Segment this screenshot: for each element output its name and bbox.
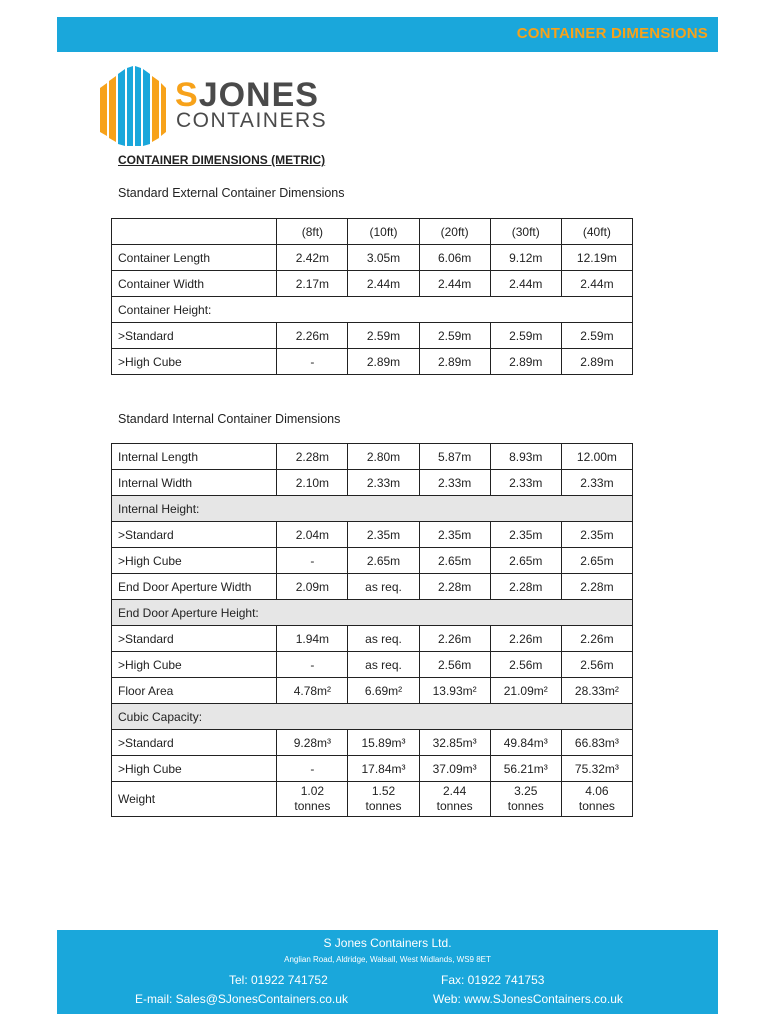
column-header: (40ft) bbox=[561, 219, 632, 245]
column-header: (20ft) bbox=[419, 219, 490, 245]
value-cell: 13.93m² bbox=[419, 678, 490, 704]
value-cell: 2.65m bbox=[561, 548, 632, 574]
row-label: End Door Aperture Width bbox=[112, 574, 277, 600]
table-row bbox=[112, 756, 633, 782]
table-row bbox=[112, 652, 633, 678]
row-label: >Standard bbox=[112, 323, 277, 349]
value-cell: 2.44m bbox=[490, 271, 561, 297]
value-cell: 49.84m³ bbox=[490, 730, 561, 756]
value-cell: 5.87m bbox=[419, 444, 490, 470]
table-row bbox=[112, 245, 633, 271]
section-row bbox=[112, 496, 633, 522]
weight-unit: tonnes bbox=[578, 799, 615, 813]
value-cell: 8.93m bbox=[490, 444, 561, 470]
company-logo bbox=[100, 66, 350, 148]
table-row bbox=[112, 323, 633, 349]
weight-unit: tonnes bbox=[436, 799, 473, 813]
row-label: Internal Length bbox=[112, 444, 277, 470]
value-cell: 2.04m bbox=[277, 522, 348, 548]
section-row bbox=[112, 600, 633, 626]
value-cell: 2.35m bbox=[490, 522, 561, 548]
header-title: CONTAINER DIMENSIONS bbox=[516, 25, 708, 42]
value-cell: 2.59m bbox=[348, 323, 419, 349]
value-cell: 21.09m² bbox=[490, 678, 561, 704]
value-cell: 17.84m³ bbox=[348, 756, 419, 782]
value-cell bbox=[348, 782, 419, 817]
row-label: >High Cube bbox=[112, 756, 277, 782]
value-cell: as req. bbox=[348, 652, 419, 678]
header-cell-empty bbox=[112, 219, 277, 245]
section-label-cell: Cubic Capacity: bbox=[112, 704, 633, 730]
value-cell: - bbox=[277, 349, 348, 375]
value-cell: 2.44m bbox=[561, 271, 632, 297]
footer-address: Anglian Road, Aldridge, Walsall, West Midlands, WS9 8ET bbox=[284, 955, 491, 964]
value-cell bbox=[490, 782, 561, 817]
weight-value: 1.52 bbox=[371, 784, 396, 798]
column-header: (8ft) bbox=[277, 219, 348, 245]
weight-unit: tonnes bbox=[365, 799, 402, 813]
value-cell: - bbox=[277, 652, 348, 678]
section-label-cell: End Door Aperture Height: bbox=[112, 600, 633, 626]
weight-value: 4.06 bbox=[585, 784, 609, 798]
value-cell: 2.89m bbox=[490, 349, 561, 375]
table-row bbox=[112, 678, 633, 704]
value-cell: 12.19m bbox=[561, 245, 632, 271]
value-cell: 2.65m bbox=[490, 548, 561, 574]
value-cell: 2.56m bbox=[490, 652, 561, 678]
value-cell: 2.33m bbox=[419, 470, 490, 496]
value-cell: 2.59m bbox=[561, 323, 632, 349]
row-label: Container Width bbox=[112, 271, 277, 297]
value-cell: 2.33m bbox=[561, 470, 632, 496]
weight-value: 1.02 bbox=[300, 784, 325, 798]
value-cell: 2.33m bbox=[490, 470, 561, 496]
value-cell: 2.59m bbox=[419, 323, 490, 349]
logo-name: SJONES bbox=[175, 76, 319, 114]
value-cell: 2.28m bbox=[277, 444, 348, 470]
value-cell: 2.44m bbox=[348, 271, 419, 297]
row-label: Floor Area bbox=[112, 678, 277, 704]
value-cell: 2.56m bbox=[561, 652, 632, 678]
value-cell: 15.89m³ bbox=[348, 730, 419, 756]
row-label: >Standard bbox=[112, 522, 277, 548]
table-row bbox=[112, 522, 633, 548]
value-cell bbox=[419, 782, 490, 817]
value-cell: 2.26m bbox=[490, 626, 561, 652]
internal-section-label: Standard Internal Container Dimensions bbox=[118, 412, 341, 426]
value-cell bbox=[277, 782, 348, 817]
footer bbox=[57, 930, 718, 1014]
value-cell: 2.89m bbox=[348, 349, 419, 375]
value-cell: 2.28m bbox=[561, 574, 632, 600]
footer-fax: Fax: 01922 741753 bbox=[441, 973, 545, 987]
footer-tel: Tel: 01922 741752 bbox=[229, 973, 328, 987]
header-bar bbox=[57, 17, 718, 52]
section-row bbox=[112, 704, 633, 730]
table-row bbox=[112, 349, 633, 375]
row-label: Weight bbox=[112, 782, 277, 817]
value-cell: 1.94m bbox=[277, 626, 348, 652]
table-row bbox=[112, 782, 633, 817]
weight-unit: tonnes bbox=[507, 799, 544, 813]
value-cell: - bbox=[277, 756, 348, 782]
value-cell: 2.09m bbox=[277, 574, 348, 600]
logo-subtitle: CONTAINERS bbox=[176, 109, 328, 132]
table-row bbox=[112, 444, 633, 470]
value-cell: 2.10m bbox=[277, 470, 348, 496]
value-cell: 2.26m bbox=[561, 626, 632, 652]
value-cell: 4.78m² bbox=[277, 678, 348, 704]
table-row bbox=[112, 626, 633, 652]
row-label: >High Cube bbox=[112, 652, 277, 678]
external-section-label: Standard External Container Dimensions bbox=[118, 186, 345, 200]
value-cell: 2.44m bbox=[419, 271, 490, 297]
section-row bbox=[112, 297, 633, 323]
value-cell: 2.28m bbox=[419, 574, 490, 600]
section-label-cell: Container Height: bbox=[112, 297, 633, 323]
footer-email[interactable]: E-mail: Sales@SJonesContainers.co.uk bbox=[135, 992, 348, 1006]
footer-web[interactable]: Web: www.SJonesContainers.co.uk bbox=[433, 992, 623, 1006]
row-label: >High Cube bbox=[112, 548, 277, 574]
row-label: >Standard bbox=[112, 730, 277, 756]
value-cell: 28.33m² bbox=[561, 678, 632, 704]
value-cell: 6.69m² bbox=[348, 678, 419, 704]
table-header-row bbox=[112, 219, 633, 245]
row-label: Internal Width bbox=[112, 470, 277, 496]
value-cell: 75.32m³ bbox=[561, 756, 632, 782]
value-cell: 3.05m bbox=[348, 245, 419, 271]
value-cell: 2.35m bbox=[419, 522, 490, 548]
value-cell: - bbox=[277, 548, 348, 574]
table-row bbox=[112, 730, 633, 756]
value-cell bbox=[561, 782, 632, 817]
value-cell: 37.09m³ bbox=[419, 756, 490, 782]
weight-value: 3.25 bbox=[514, 784, 538, 798]
value-cell: 2.89m bbox=[419, 349, 490, 375]
value-cell: 2.65m bbox=[348, 548, 419, 574]
value-cell: 2.56m bbox=[419, 652, 490, 678]
weight-value: 2.44 bbox=[442, 784, 467, 798]
table-row bbox=[112, 271, 633, 297]
container-stack-icon bbox=[100, 66, 166, 146]
value-cell: 12.00m bbox=[561, 444, 632, 470]
column-header: (30ft) bbox=[490, 219, 561, 245]
value-cell: 2.26m bbox=[277, 323, 348, 349]
value-cell: 2.59m bbox=[490, 323, 561, 349]
row-label: >Standard bbox=[112, 626, 277, 652]
document-title: CONTAINER DIMENSIONS (METRIC) bbox=[118, 153, 326, 167]
value-cell: 2.26m bbox=[419, 626, 490, 652]
value-cell: 2.17m bbox=[277, 271, 348, 297]
table-row bbox=[112, 548, 633, 574]
external-dimensions-table bbox=[111, 218, 633, 375]
value-cell: 66.83m³ bbox=[561, 730, 632, 756]
value-cell: 9.12m bbox=[490, 245, 561, 271]
value-cell: 6.06m bbox=[419, 245, 490, 271]
section-label-cell: Internal Height: bbox=[112, 496, 633, 522]
value-cell: 2.42m bbox=[277, 245, 348, 271]
internal-dimensions-table bbox=[111, 443, 633, 817]
table-row bbox=[112, 574, 633, 600]
value-cell: 2.65m bbox=[419, 548, 490, 574]
value-cell: 2.80m bbox=[348, 444, 419, 470]
value-cell: 2.28m bbox=[490, 574, 561, 600]
row-label: >High Cube bbox=[112, 349, 277, 375]
weight-unit: tonnes bbox=[294, 799, 331, 813]
value-cell: 2.33m bbox=[348, 470, 419, 496]
column-header: (10ft) bbox=[348, 219, 419, 245]
value-cell: as req. bbox=[348, 626, 419, 652]
row-label: Container Length bbox=[112, 245, 277, 271]
value-cell: as req. bbox=[348, 574, 419, 600]
value-cell: 32.85m³ bbox=[419, 730, 490, 756]
value-cell: 56.21m³ bbox=[490, 756, 561, 782]
value-cell: 2.35m bbox=[348, 522, 419, 548]
value-cell: 2.35m bbox=[561, 522, 632, 548]
value-cell: 9.28m³ bbox=[277, 730, 348, 756]
table-row bbox=[112, 470, 633, 496]
footer-company: S Jones Containers Ltd. bbox=[323, 936, 452, 950]
value-cell: 2.89m bbox=[561, 349, 632, 375]
